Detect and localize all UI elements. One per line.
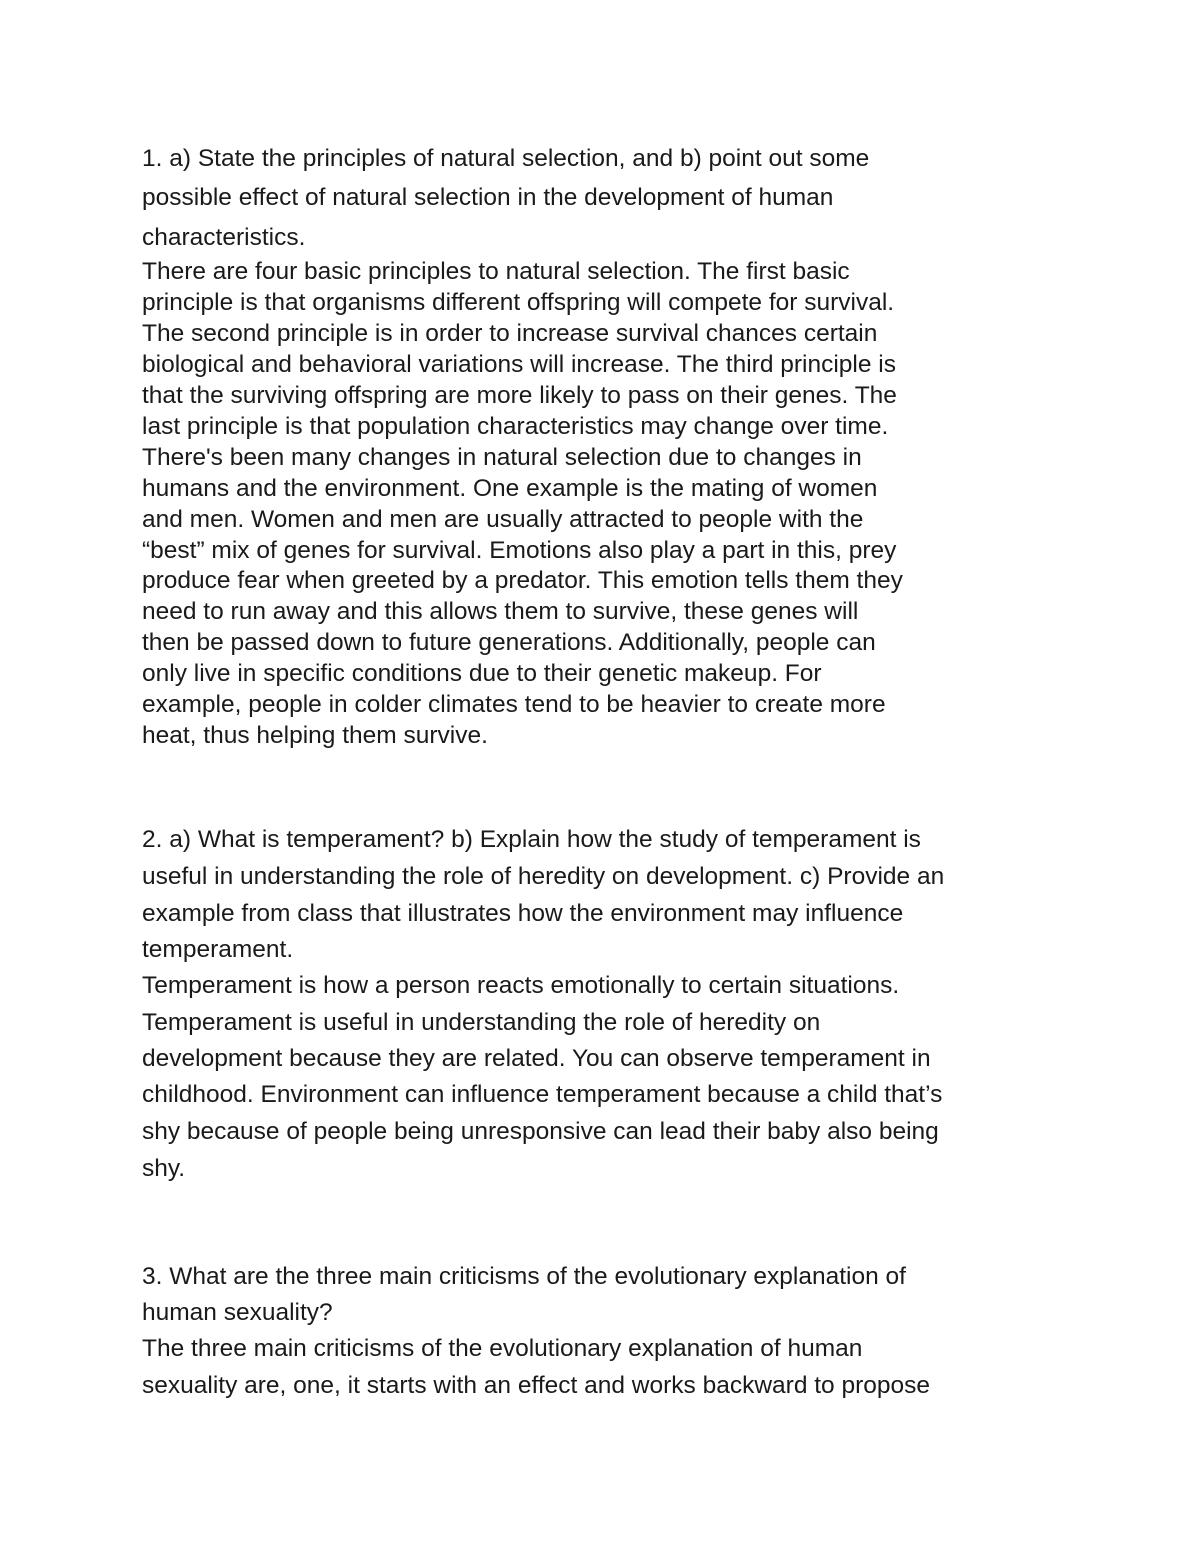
- answer-1-line: that the surviving offspring are more likely to pass on their genes. The: [142, 382, 897, 409]
- answer-2-line: shy because of people being unresponsive can lead their baby also being: [142, 1118, 939, 1145]
- answer-1-line: biological and behavioral variations will increase. The third principle is: [142, 351, 896, 378]
- question-3-line: human sexuality?: [142, 1299, 333, 1326]
- question-1-line: possible effect of natural selection in the development of human: [142, 184, 834, 211]
- answer-3-line: sexuality are, one, it starts with an effect and works backward to propose: [142, 1372, 931, 1399]
- answer-2-line: shy.: [142, 1155, 186, 1182]
- answer-1-line: There are four basic principles to natural selection. The first basic: [142, 258, 850, 285]
- answer-2-line: Temperament is useful in understanding the role of heredity on: [142, 1009, 821, 1036]
- question-1-line: 1. a) State the principles of natural selection, and b) point out some: [142, 145, 870, 172]
- answer-1-line: example, people in colder climates tend to be heavier to create more: [142, 691, 886, 718]
- answer-1-line: last principle is that population characteristics may change over time.: [142, 413, 889, 440]
- question-3-line: 3. What are the three main criticisms of the evolutionary explanation of: [142, 1263, 906, 1290]
- answer-2-line: childhood. Environment can influence temperament because a child that’s: [142, 1081, 943, 1108]
- answer-1-line: There's been many changes in natural selection due to changes in: [142, 444, 862, 471]
- answer-2-line: development because they are related. You can observe temperament in: [142, 1045, 931, 1072]
- answer-1-line: “best” mix of genes for survival. Emotions also play a part in this, prey: [142, 537, 897, 564]
- question-2-line: temperament.: [142, 936, 294, 963]
- question-1-line: characteristics.: [142, 224, 306, 251]
- question-2-line: 2. a) What is temperament? b) Explain how the study of temperament is: [142, 826, 921, 853]
- answer-1-line: need to run away and this allows them to survive, these genes will: [142, 598, 859, 625]
- answer-1-line: then be passed down to future generations. Additionally, people can: [142, 629, 876, 656]
- answer-1-line: humans and the environment. One example is the mating of women: [142, 475, 878, 502]
- answer-1-line: principle is that organisms different offspring will compete for survival.: [142, 289, 895, 316]
- question-2-line: useful in understanding the role of heredity on development. c) Provide an: [142, 863, 945, 890]
- answer-1-line: The second principle is in order to increase survival chances certain: [142, 320, 878, 347]
- answer-1-line: heat, thus helping them survive.: [142, 722, 488, 749]
- answer-1-line: only live in specific conditions due to their genetic makeup. For: [142, 660, 822, 687]
- answer-1-line: and men. Women and men are usually attracted to people with the: [142, 506, 864, 533]
- answer-1-line: produce fear when greeted by a predator. This emotion tells them they: [142, 567, 903, 594]
- answer-2-line: Temperament is how a person reacts emotionally to certain situations.: [142, 972, 900, 999]
- question-2-line: example from class that illustrates how the environment may influence: [142, 900, 904, 927]
- answer-3-line: The three main criticisms of the evolutionary explanation of human: [142, 1335, 863, 1362]
